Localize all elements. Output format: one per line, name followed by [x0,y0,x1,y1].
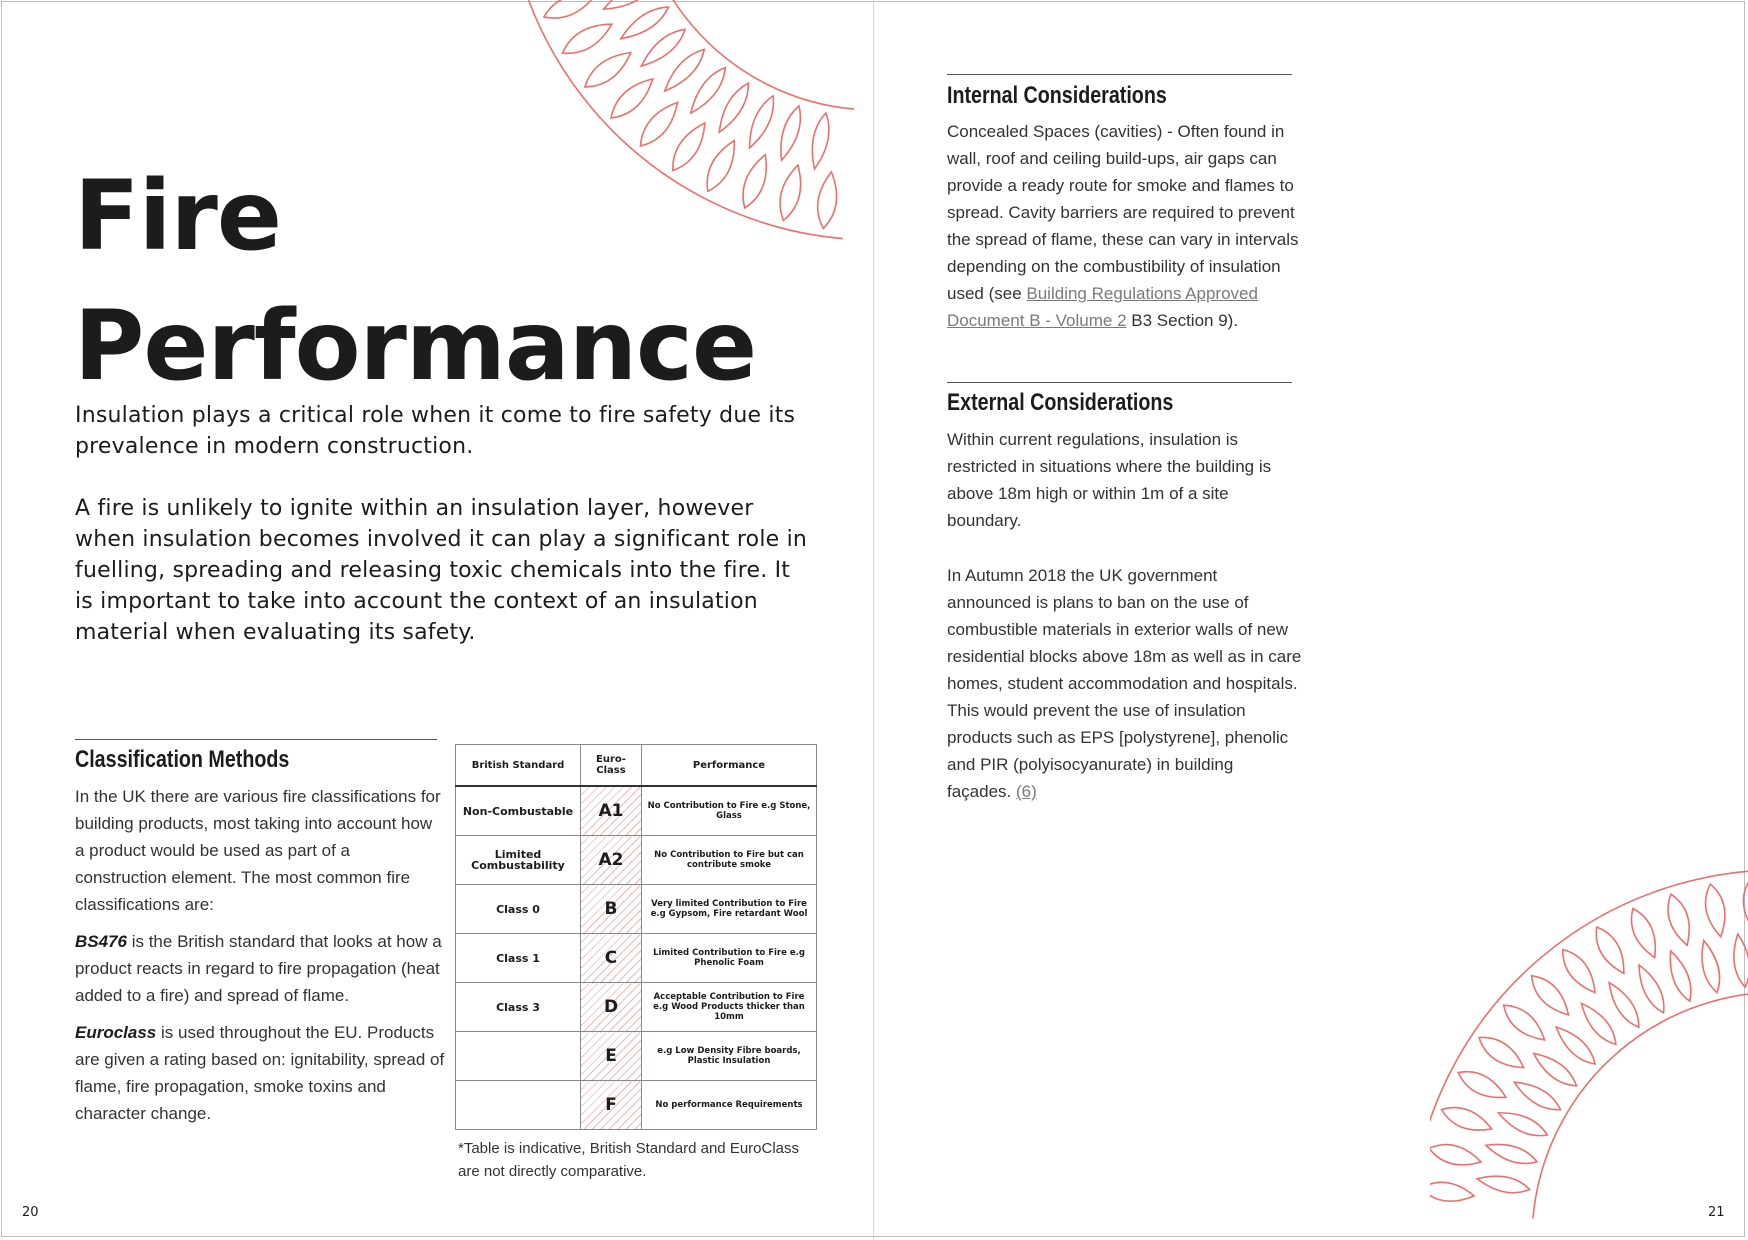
decorative-petal [585,53,631,87]
external-considerations-heading: External Considerations [947,389,1174,416]
section-divider [947,74,1292,75]
bs476-paragraph [75,928,445,1009]
decorative-petal [1563,950,1595,993]
decorative-petal [1486,1144,1537,1163]
building-regulations-link[interactable]: Building Regulations Approved Document B - Volume 2 [947,284,1258,330]
decorative-petal [719,83,748,132]
header-british-standard: British Standard [456,745,581,787]
decorative-petal [562,24,611,53]
decorative-petal [665,50,704,91]
page-title-line-1: Fire [74,160,281,272]
internal-considerations-text [947,118,1307,334]
internal-text-start: Concealed Spaces (cavities) - Often found in wall, roof and ceiling build-ups, air gaps can provide a ready route for smoke and flames to spread. Cavity barriers are required to prevent the spread of flame, these can vary in intervals depending on the combustibility of insulation used (see [947,122,1299,303]
decorative-petal [691,68,726,114]
decorative-petal [611,79,653,118]
decorative-petal [1430,1145,1481,1165]
decorative-petal [743,155,766,208]
internal-text-end: B3 Section 9). [1126,311,1239,330]
table-row [456,983,817,1032]
cell-british-standard: Class 1 [456,934,581,983]
intro-paragraph-2: A fire is unlikely to ignite within an insulation layer, however when insulation becomes involved it can play a significant role in fuelling, spreading and releasing toxic chemicals into the fire. It is important to take into account the context of an insulation material when evaluating its safety. [75,496,808,645]
cell-performance: Very limited Contribution to Fire e.g Gypsom, Fire retardant Wool [642,885,817,934]
cell-performance: No performance Requirements [642,1081,817,1130]
decorative-ring-bottom [1430,820,1748,1240]
cell-british-standard [456,1081,581,1130]
decorative-petal [1458,1072,1506,1098]
decorative-ring-top [505,0,875,245]
decorative-petal [673,123,705,170]
cell-performance: e.g Low Density Fibre boards, Plastic Insulation [642,1032,817,1081]
decorative-petal [1734,934,1748,987]
reference-link[interactable]: (6) [1016,782,1037,801]
decorative-petal [1479,1037,1524,1067]
decorative-petal [1532,976,1569,1015]
fire-classification-table [455,744,817,1130]
bs476-description: is the British standard that looks at how a product reacts in regard to fire propagation (heat added to a fire) and spread of flame. [75,932,442,1005]
page-number-right: 21 [1708,1205,1725,1220]
table-row [456,885,817,934]
decorative-petal [1609,983,1639,1028]
external-paragraph-2-text: In Autumn 2018 the UK government announced is plans to ban on the use of combustible materials in exterior walls of new residential blocks above 18m as well as in care homes, student accommodation and hospitals. This would prevent the use of insulation products such as EPS [polystyrene], phenolic and PIR (polyisocyanurate) in building façades. [947,566,1302,801]
decorative-petal [1498,1113,1547,1136]
decorative-petal [1668,894,1689,945]
decorative-arc [505,0,843,239]
page-title-line-2: Performance [74,290,757,402]
cell-performance: No Contribution to Fire e.g Stone, Glass [642,786,817,836]
section-divider [947,382,1292,383]
decorative-petal [1702,941,1720,993]
classification-heading: Classification Methods [75,746,290,773]
decorative-petal [544,0,596,18]
decorative-petal [1556,1027,1595,1064]
header-euroclass: Euro-Class [581,745,642,787]
cell-british-standard: Class 0 [456,885,581,934]
decorative-petal [1639,965,1664,1013]
bs476-term: BS476 [75,932,127,951]
euroclass-paragraph [75,1019,445,1127]
table-footnote: *Table is indicative, British Standard and EuroClass are not directly comparative. [458,1140,800,1180]
decorative-petal [1534,1053,1577,1085]
table-row [456,836,817,885]
table-row [456,1032,817,1081]
cell-euroclass: C [581,934,642,983]
decorative-petal [1670,951,1691,1001]
cell-euroclass: E [581,1032,642,1081]
page-number-left: 20 [22,1205,39,1220]
decorative-petal [1430,1182,1474,1201]
decorative-petal [640,102,677,146]
intro-paragraph-1: Insulation plays a critical role when it come to fire safety due its prevalence in modern construction. [75,403,796,459]
decorative-arc [1430,870,1748,1208]
decorative-arc [635,0,854,109]
decorative-petal [1743,879,1748,933]
decorative-petal [604,0,655,9]
cell-euroclass: B [581,885,642,934]
decorative-petal [1581,1003,1616,1044]
external-considerations-paragraph-2 [947,562,1302,805]
header-performance: Performance [642,745,817,787]
cell-performance: No Contribution to Fire but can contribute smoke [642,836,817,885]
cell-euroclass: F [581,1081,642,1130]
decorative-petal [750,96,774,148]
cell-british-standard [456,1032,581,1081]
cell-british-standard: Non-Combustable [456,786,581,836]
decorative-petal [1477,1176,1530,1193]
cell-performance: Acceptable Contribution to Fire e.g Wood Products thicker than 10mm [642,983,817,1032]
table-row [456,934,817,983]
external-considerations-paragraph-1: Within current regulations, insulation is restricted in situations where the building is above 18m high or within 1m of a site boundary. [947,430,1272,530]
decorative-petal [812,113,829,169]
decorative-petal [1442,1108,1492,1131]
cell-euroclass: A2 [581,836,642,885]
decorative-petal [1631,908,1655,957]
cell-british-standard: Limited Combustability [456,836,581,885]
decorative-petal [1705,884,1724,937]
decorative-petal [707,141,734,192]
decorative-arc [1533,992,1748,1218]
decorative-petal [818,172,837,229]
table-row [456,1081,817,1130]
classification-text [75,783,445,1137]
euroclass-term: Euroclass [75,1023,157,1042]
cell-euroclass: A1 [581,786,642,836]
decorative-petal [781,106,801,160]
decorative-petal [641,29,685,66]
classification-paragraph: In the UK there are various fire classifications for building products, most taking into account how a product would be used as part of a construction element. The most common fire classifications are: [75,787,441,914]
table-header-row [456,745,817,787]
cell-british-standard: Class 3 [456,983,581,1032]
decorative-petal [1514,1082,1560,1109]
cell-euroclass: D [581,983,642,1032]
cell-performance: Limited Contribution to Fire e.g Phenolic Foam [642,934,817,983]
euroclass-description: is used throughout the EU. Products are given a rating based on: ignitability, spread of flame, fire propagation, smoke toxins and character change. [75,1023,445,1123]
section-divider [75,739,437,740]
table-row [456,786,817,836]
internal-considerations-heading: Internal Considerations [947,82,1167,109]
decorative-petal [780,165,801,220]
decorative-petal [1504,1005,1545,1040]
decorative-petal [1596,927,1624,973]
decorative-petal [621,7,669,39]
